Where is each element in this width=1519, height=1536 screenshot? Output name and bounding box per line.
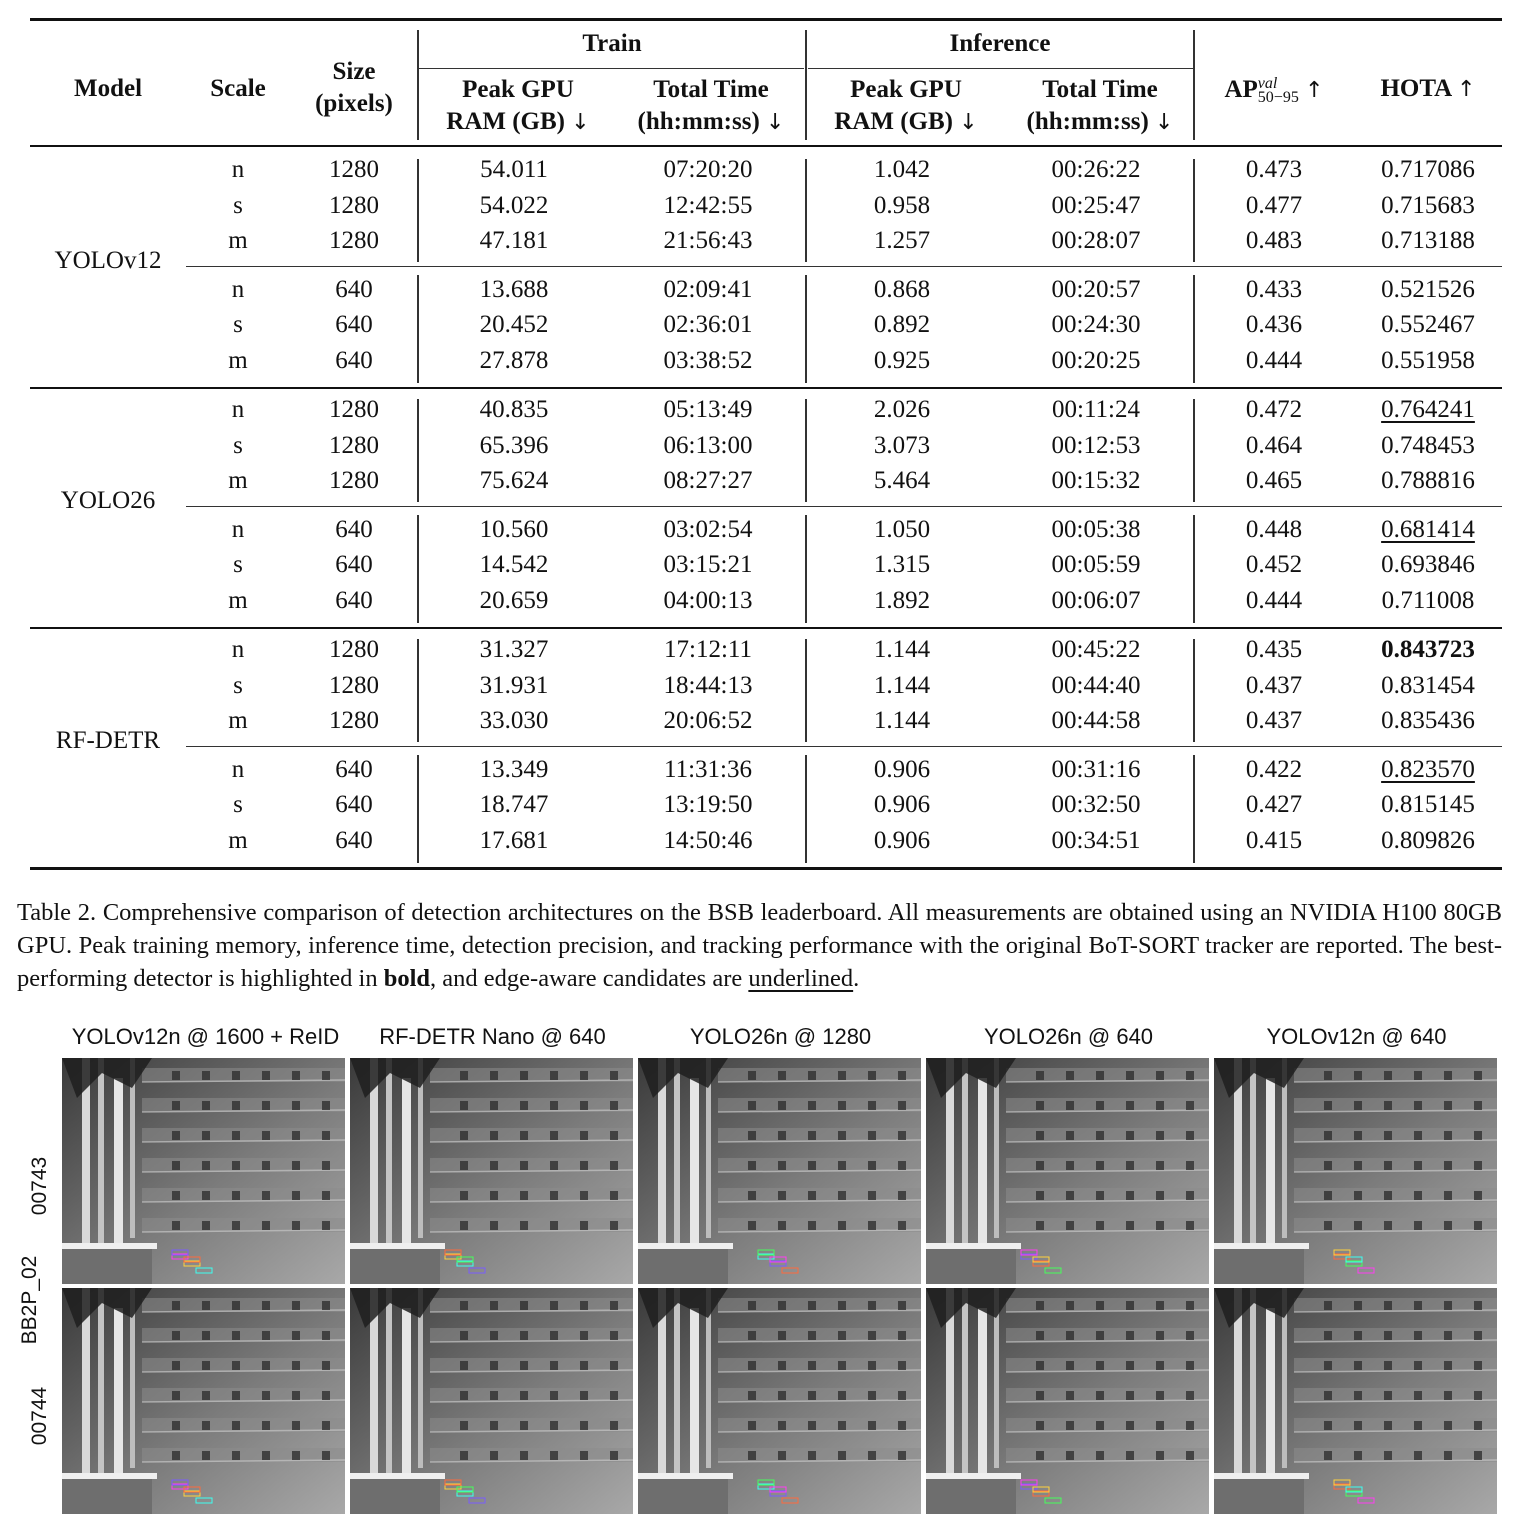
model-name: YOLO26 [60, 487, 156, 514]
table-cell: 07:20:20 [663, 156, 753, 183]
up-arrow-icon: ↑ [1305, 78, 1324, 103]
column-vline [805, 639, 807, 742]
table-cell: 0.477 [1245, 191, 1303, 219]
table-cell: 00:05:38 [1051, 515, 1141, 543]
table-cell: 00:20:25 [1051, 347, 1141, 374]
table-cell: 0.552467 [1381, 311, 1475, 339]
table-cell: 12:42:55 [663, 191, 753, 219]
table-cell: 00:32:50 [1051, 791, 1141, 819]
table-cell: 640 [335, 515, 373, 543]
table-cell: 20.452 [479, 311, 549, 339]
column-vline [805, 515, 807, 623]
table-cell: m [228, 587, 248, 614]
column-vline [805, 275, 807, 383]
table-cell: 0.444 [1245, 587, 1303, 614]
table-cell: 0.892 [873, 311, 931, 339]
column-vline [805, 159, 807, 262]
thermal-frame-image [926, 1288, 1209, 1514]
thermal-frame-image [350, 1058, 633, 1284]
column-vline [805, 755, 807, 863]
inference-underline [808, 68, 1194, 69]
header-size: Size (pixels) [315, 58, 393, 117]
table-cell: 0.415 [1245, 827, 1303, 854]
table-cell: 14.542 [479, 551, 549, 579]
model-name: RF-DETR [55, 727, 161, 754]
table-cell: 00:44:58 [1051, 707, 1141, 735]
header-model: Model [73, 75, 143, 102]
group-rule [30, 387, 1502, 389]
table-cell: 65.396 [479, 431, 549, 459]
table-cell: 640 [335, 587, 373, 614]
table-cell: 08:27:27 [663, 467, 753, 495]
table-cell: 13:19:50 [663, 791, 753, 819]
column-vline [417, 159, 419, 262]
table-cell: 04:00:13 [663, 587, 753, 614]
table-cell: 17:12:11 [664, 636, 752, 663]
table-cell: 1280 [329, 191, 379, 219]
header-inference-total-time: Total Time (hh:mm:ss) ↓ [1026, 76, 1174, 135]
table-cell: 1.050 [873, 515, 931, 543]
table-cell: 0.483 [1245, 227, 1303, 255]
bottom-rule [30, 867, 1502, 870]
table-cell: 0.958 [873, 191, 931, 219]
table-cell: 1.144 [873, 671, 931, 699]
column-title: RF-DETR Nano @ 640 [379, 1024, 606, 1049]
table-cell: 18.747 [479, 791, 549, 819]
header-scale: Scale [210, 75, 266, 102]
thermal-frame-image [350, 1288, 633, 1514]
column-title: YOLO26n @ 640 [983, 1024, 1154, 1049]
table-cell: 0.831454 [1381, 671, 1475, 699]
table-cell: 1.042 [873, 156, 931, 183]
table-cell: 0.868 [873, 275, 931, 303]
table-cell: n [231, 636, 245, 663]
qualitative-figure [0, 1016, 1519, 1536]
table-cell: 31.327 [479, 636, 549, 663]
table-cell: 75.624 [479, 467, 549, 495]
table-cell: 0.551958 [1381, 347, 1475, 374]
table-cell: 00:45:22 [1051, 636, 1141, 663]
thermal-frame-image [638, 1288, 921, 1514]
column-title: YOLOv12n @ 640 [1266, 1024, 1447, 1049]
table-cell: 1280 [329, 227, 379, 255]
table-cell: s [233, 431, 243, 459]
table-cell: 00:20:57 [1051, 275, 1141, 303]
table-cell: 1.892 [873, 587, 931, 614]
table-cell: 00:28:07 [1051, 227, 1141, 255]
table-cell: 0.448 [1245, 515, 1303, 543]
table-cell: 0.823570 [1381, 755, 1475, 783]
table-cell: 00:12:53 [1051, 431, 1141, 459]
down-arrow-icon: ↓ [959, 110, 978, 135]
table-cell: 02:09:41 [663, 275, 753, 303]
table-cell: 0.422 [1245, 755, 1303, 783]
header-train-total-time: Total Time (hh:mm:ss) ↓ [637, 76, 785, 135]
table-cell: 00:31:16 [1051, 755, 1141, 783]
table-cell: 00:05:59 [1051, 551, 1141, 579]
table-cell: 0.764241 [1381, 396, 1475, 423]
table-cell: 640 [335, 755, 373, 783]
table-cell: m [228, 707, 248, 735]
table-cell: 0.681414 [1381, 515, 1475, 543]
table-cell: n [231, 755, 245, 783]
table-cell: 5.464 [873, 467, 931, 495]
table-cell: 1280 [329, 636, 379, 663]
table-cell: 640 [335, 311, 373, 339]
group-rule [30, 627, 1502, 629]
table-cell: 47.181 [479, 227, 549, 255]
header-train: Train [582, 30, 642, 57]
table-cell: 1280 [329, 431, 379, 459]
column-title: YOLOv12n @ 1600 + ReID [71, 1024, 340, 1049]
table-cell: 0.815145 [1381, 791, 1475, 819]
table-cell: 0.715683 [1381, 191, 1475, 219]
table-cell: 0.472 [1245, 396, 1303, 423]
header-rule [30, 145, 1502, 147]
table-cell: 0.437 [1245, 671, 1303, 699]
table-cell: 0.693846 [1381, 551, 1475, 579]
column-vline [1193, 399, 1195, 502]
table-cell: 06:13:00 [663, 431, 753, 459]
table-cell: 640 [335, 551, 373, 579]
table-cell: 0.906 [873, 755, 931, 783]
column-vline [1193, 755, 1195, 863]
subgroup-rule [186, 266, 1502, 267]
table-cell: n [231, 515, 245, 543]
table-cell: m [228, 467, 248, 495]
table-cell: 00:11:24 [1052, 396, 1140, 423]
column-vline [417, 275, 419, 383]
table-cell: 33.030 [479, 707, 549, 735]
train-underline [418, 68, 804, 69]
table-cell: s [233, 551, 243, 579]
table-cell: 1280 [329, 156, 379, 183]
table-cell: 1280 [329, 707, 379, 735]
table-cell: 10.560 [479, 515, 549, 543]
table-cell: 0.437 [1245, 707, 1303, 735]
table-cell: n [231, 156, 245, 183]
table-cell: 54.022 [479, 191, 549, 219]
table-cell: 0.521526 [1381, 275, 1475, 303]
table-cell: 1280 [329, 467, 379, 495]
thermal-frame-image [926, 1058, 1209, 1284]
header-ap: AP val 50−95 ↑ [1224, 75, 1324, 107]
header-hota: HOTA ↑ [1380, 75, 1476, 102]
table-cell: 0.906 [873, 791, 931, 819]
frame-label: 00744 [28, 1386, 51, 1446]
table-cell: m [228, 827, 248, 854]
table-cell: 0.452 [1245, 551, 1303, 579]
subgroup-rule [186, 746, 1502, 747]
table-cell: 1.144 [873, 707, 931, 735]
table-cell: 27.878 [479, 347, 549, 374]
table-cell: 1.257 [873, 227, 931, 255]
header-vline [805, 30, 807, 140]
table-cell: 00:34:51 [1051, 827, 1141, 854]
table-cell: 1280 [329, 671, 379, 699]
table-cell: 1.144 [873, 636, 931, 663]
thermal-frame-image [62, 1288, 345, 1514]
down-arrow-icon: ↓ [766, 110, 785, 135]
up-arrow-icon: ↑ [1457, 77, 1476, 102]
frame-label: 00743 [28, 1156, 51, 1216]
table-cell: s [233, 671, 243, 699]
table-cell: 0.788816 [1381, 467, 1475, 495]
thermal-frame-image [62, 1058, 345, 1284]
table-cell: 640 [335, 275, 373, 303]
table-cell: 0.433 [1245, 275, 1303, 303]
column-vline [417, 755, 419, 863]
column-vline [805, 399, 807, 502]
down-arrow-icon: ↓ [1155, 110, 1174, 135]
table-cell: 0.713188 [1381, 227, 1475, 255]
table-cell: 03:15:21 [663, 551, 753, 579]
table-cell: 00:44:40 [1051, 671, 1141, 699]
table-cell: 21:56:43 [663, 227, 753, 255]
column-vline [1193, 159, 1195, 262]
column-vline [1193, 639, 1195, 742]
table-cell: 0.809826 [1381, 827, 1475, 854]
column-vline [1193, 515, 1195, 623]
table-cell: 13.688 [479, 275, 549, 303]
table-cell: 00:25:47 [1051, 191, 1141, 219]
thermal-frame-image [638, 1058, 921, 1284]
table-cell: 0.464 [1245, 431, 1303, 459]
table-cell: 03:02:54 [663, 515, 753, 543]
table-cell: 54.011 [480, 156, 548, 183]
table-cell: 640 [335, 347, 373, 374]
table-cell: m [228, 227, 248, 255]
table-cell: s [233, 311, 243, 339]
header-inference-peak-gpu: Peak GPU RAM (GB) ↓ [834, 76, 978, 135]
column-vline [417, 639, 419, 742]
table-cell: 14:50:46 [663, 827, 753, 854]
table-cell: s [233, 791, 243, 819]
table-cell: 02:36:01 [663, 311, 753, 339]
top-rule [30, 18, 1502, 21]
table-cell: 0.906 [873, 827, 931, 854]
table-cell: 0.465 [1245, 467, 1303, 495]
column-vline [417, 399, 419, 502]
table-cell: 17.681 [479, 827, 549, 854]
table-cell: 0.748453 [1381, 431, 1475, 459]
table-cell: 0.436 [1245, 311, 1303, 339]
table-cell: 0.435 [1245, 636, 1303, 663]
table-cell: s [233, 191, 243, 219]
table-cell: 0.835436 [1381, 707, 1475, 735]
table-cell: 20.659 [479, 587, 549, 614]
table-cell: 0.427 [1245, 791, 1303, 819]
table-cell: 0.925 [873, 347, 931, 374]
table-caption: Table 2. Comprehensive comparison of detection architectures on the BSB leaderboard. All measurements are obtained using an NVIDIA H100 80GB GPU. Peak training memory, inference time, detection precision, and tracking performance with the original BoT-SORT tracker are reported. The best-performing detector is highlighted in bold, and edge-aware candidates are underlined. [17, 899, 1502, 992]
table-cell: 1280 [329, 396, 379, 423]
model-name: YOLOv12 [54, 247, 162, 274]
table-cell: 00:24:30 [1051, 311, 1141, 339]
table-cell: 1.315 [873, 551, 931, 579]
sequence-label: BB2P_02 [18, 1255, 41, 1345]
table-cell: 03:38:52 [663, 347, 753, 374]
table-cell: 13.349 [479, 755, 549, 783]
table-cell: 00:26:22 [1051, 156, 1141, 183]
table-cell: 31.931 [479, 671, 549, 699]
table-cell: m [228, 347, 248, 374]
table-cell: 0.473 [1245, 156, 1303, 183]
table-cell: 00:06:07 [1051, 587, 1141, 614]
table-cell: 3.073 [873, 431, 931, 459]
table-cell: 00:15:32 [1051, 467, 1141, 495]
header-train-peak-gpu: Peak GPU RAM (GB) ↓ [446, 76, 590, 135]
table-cell: 640 [335, 827, 373, 854]
table-cell: 0.444 [1245, 347, 1303, 374]
thermal-frame-image [1214, 1288, 1497, 1514]
column-title: YOLO26n @ 1280 [689, 1024, 872, 1049]
table-cell: 05:13:49 [663, 396, 753, 423]
column-vline [417, 515, 419, 623]
table-cell: n [231, 396, 245, 423]
table-cell: 640 [335, 791, 373, 819]
table-cell: 40.835 [479, 396, 549, 423]
thermal-frame-image [1214, 1058, 1497, 1284]
header-vline [417, 30, 419, 140]
header-inference: Inference [949, 30, 1051, 57]
down-arrow-icon: ↓ [571, 110, 590, 135]
table-cell: 0.843723 [1381, 636, 1475, 663]
table-cell: n [231, 275, 245, 303]
subgroup-rule [186, 506, 1502, 507]
table-cell: 18:44:13 [663, 671, 753, 699]
table-cell: 20:06:52 [663, 707, 753, 735]
table-cell: 0.711008 [1381, 587, 1475, 614]
column-vline [1193, 275, 1195, 383]
header-vline [1193, 30, 1195, 140]
table-cell: 0.717086 [1381, 156, 1475, 183]
table-cell: 2.026 [873, 396, 931, 423]
table-cell: 11:31:36 [664, 755, 752, 783]
